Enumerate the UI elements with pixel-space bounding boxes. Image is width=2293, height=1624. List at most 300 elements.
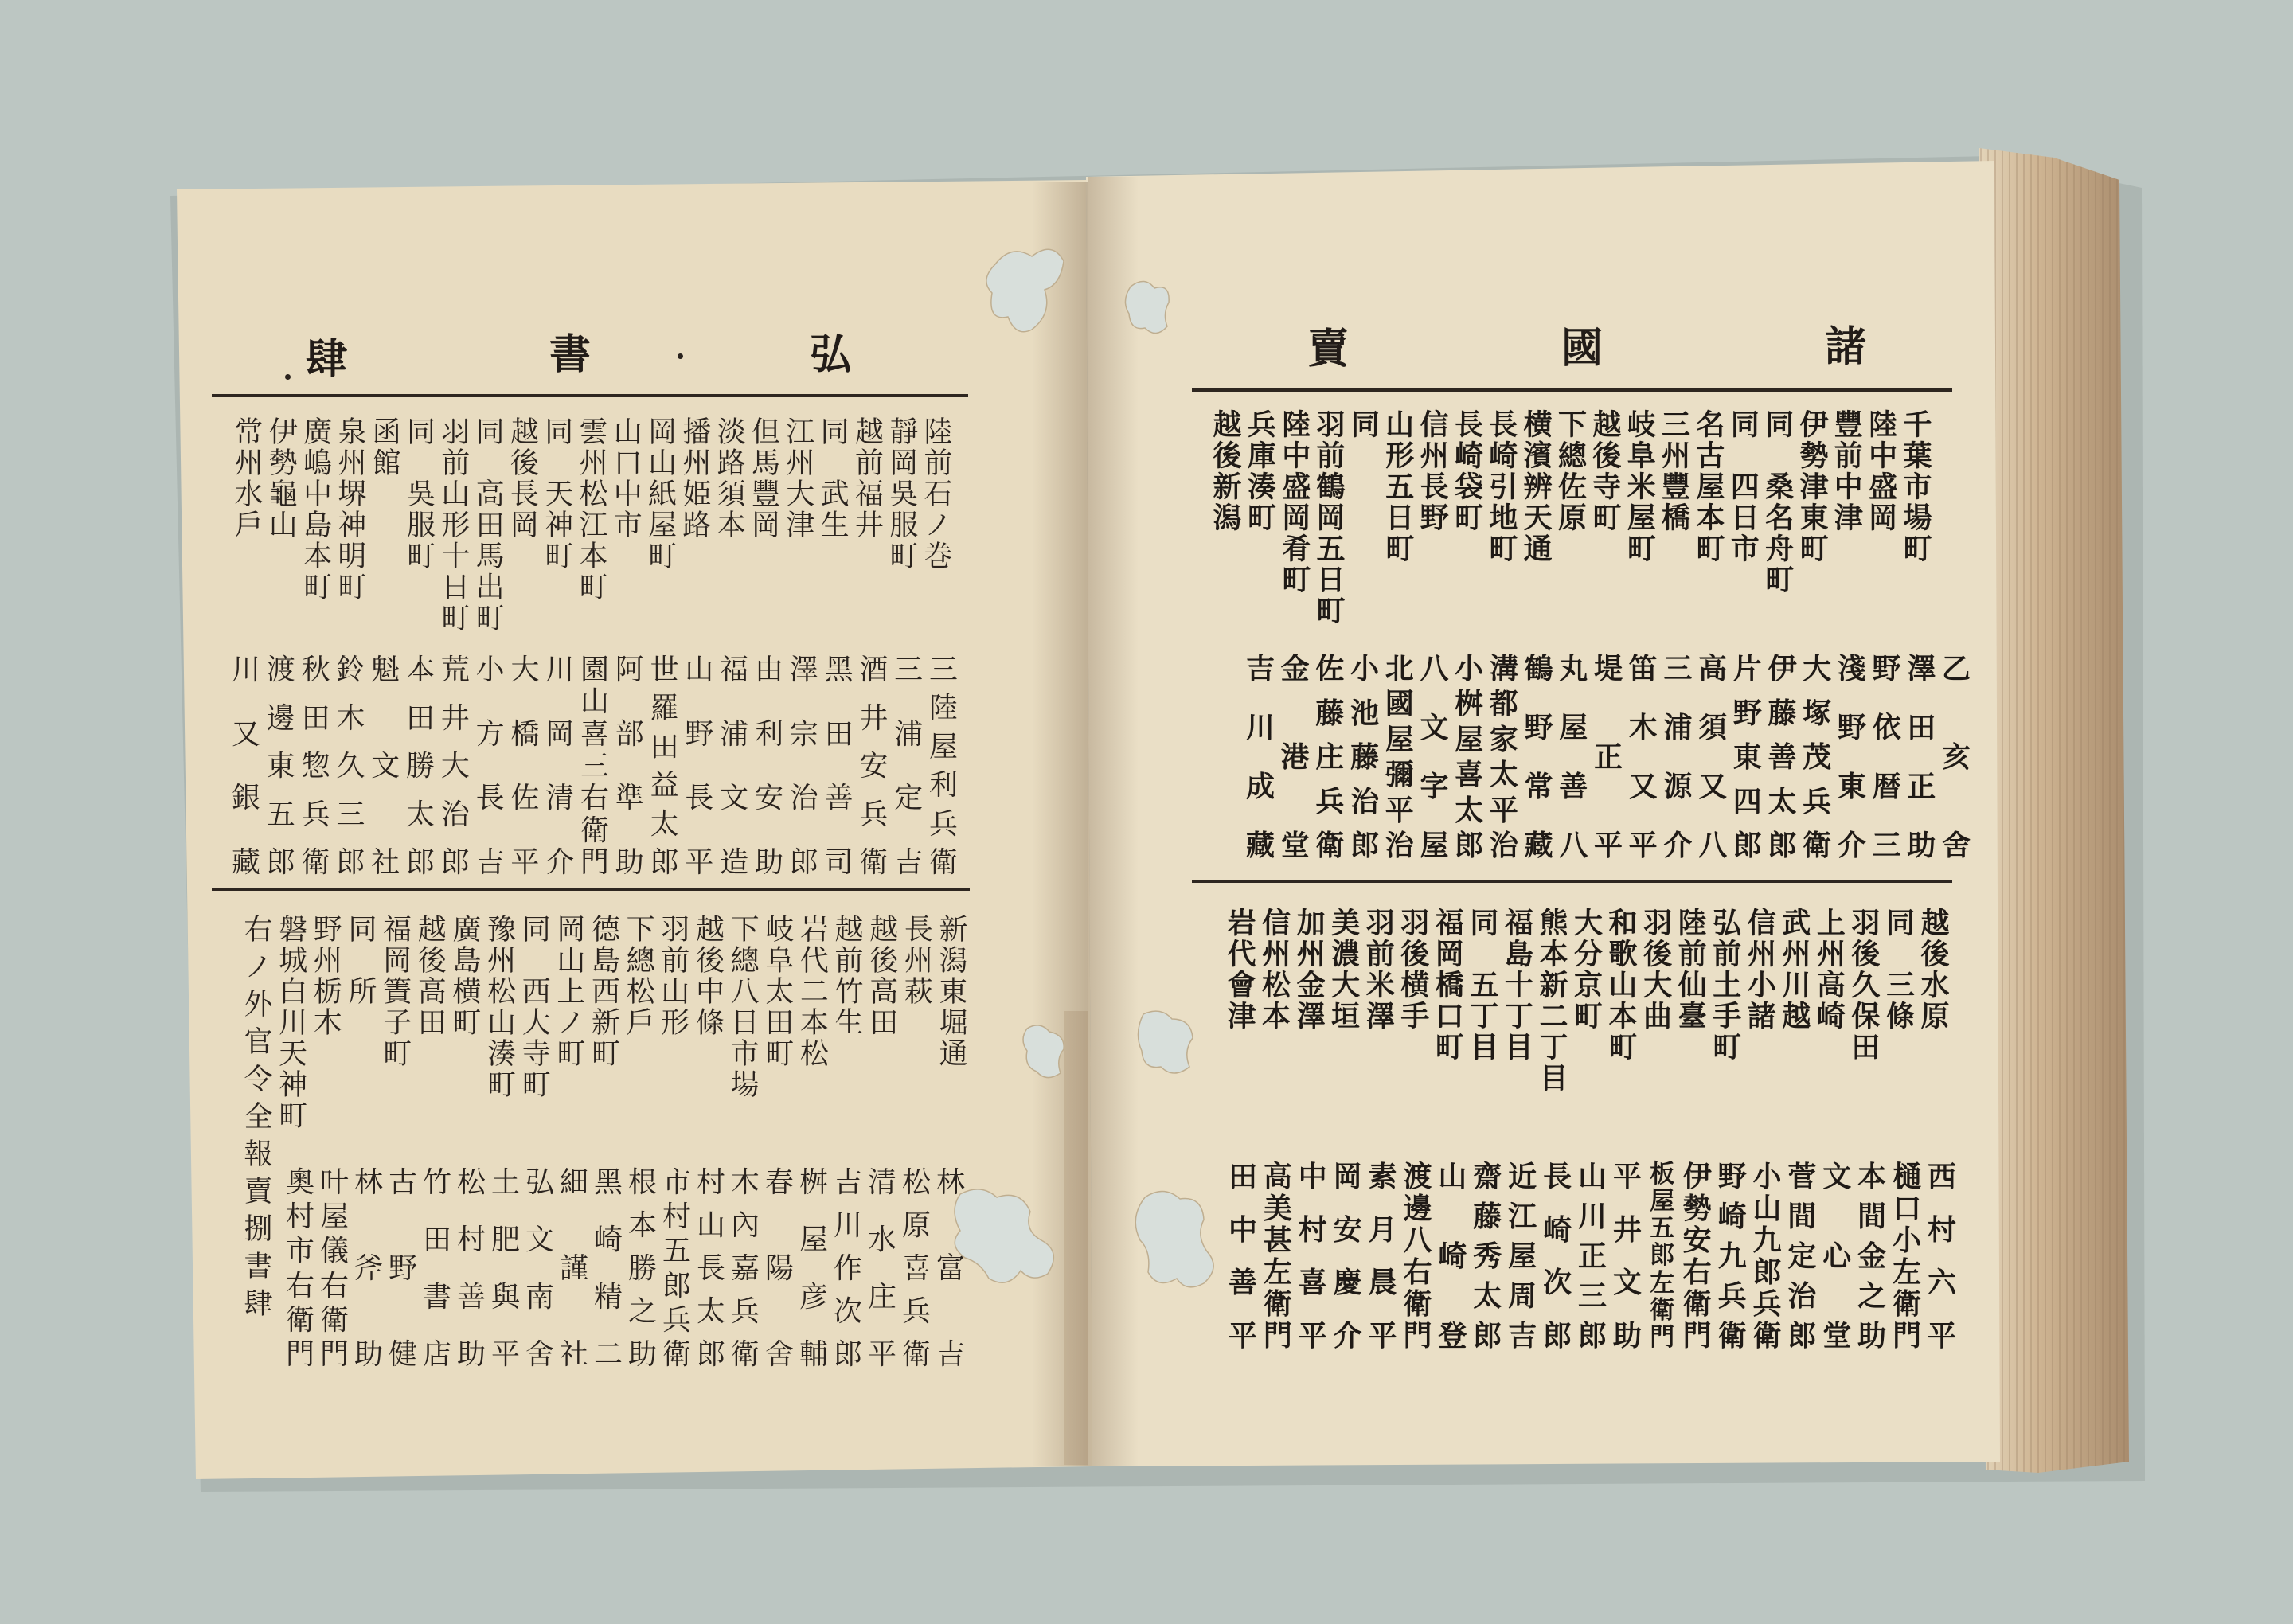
place-entry: 羽後横手 — [1396, 908, 1430, 1032]
name-char: 助 — [754, 845, 783, 879]
bookseller-name — [1786, 1160, 1818, 1353]
place-entry: 雲州松江本町 — [575, 416, 607, 603]
place-entry: 越後水原 — [1916, 908, 1950, 1032]
name-char: 安 — [754, 782, 783, 815]
name-char: 小 — [1752, 1160, 1782, 1193]
name-char: 助 — [1907, 829, 1936, 862]
name-char: 屋 — [1559, 711, 1588, 744]
bookseller-name — [1367, 1160, 1399, 1353]
name-char: 衛 — [1893, 1287, 1922, 1321]
name-char: 太 — [1473, 1279, 1502, 1313]
name-char: 郎 — [789, 845, 818, 879]
name-char: 暦 — [1872, 770, 1901, 803]
name-char: 平 — [490, 1338, 520, 1371]
bookseller-name — [1557, 654, 1589, 860]
name-char: 治 — [1787, 1279, 1817, 1313]
name-char: 小 — [1893, 1224, 1922, 1257]
bookseller-name — [592, 1166, 624, 1371]
name-char: 東 — [266, 750, 295, 783]
name-char: 南 — [525, 1281, 554, 1314]
name-char: 助 — [627, 1338, 657, 1371]
name-char: 郎 — [405, 846, 435, 879]
bookseller-name — [1576, 1160, 1608, 1353]
name-char: 木 — [1628, 711, 1658, 744]
name-char: 喜 — [1455, 758, 1484, 792]
name-char: 弘 — [525, 1166, 554, 1199]
name-char: 次 — [833, 1295, 862, 1328]
name-char: 岡 — [1333, 1160, 1362, 1193]
name-char: 東 — [1732, 740, 1762, 774]
name-char: 中 — [1298, 1160, 1327, 1193]
name-char: 八 — [1559, 829, 1588, 862]
name-char: 溝 — [1489, 652, 1518, 685]
name-char: 左 — [1893, 1255, 1922, 1289]
name-char: 善 — [1768, 740, 1797, 774]
name-char: 園 — [580, 654, 609, 686]
place-entry: 同 所 — [343, 914, 377, 1007]
name-char: 介 — [1333, 1318, 1362, 1353]
name-char: 木 — [336, 701, 365, 735]
name-char: 藏 — [231, 845, 260, 879]
name-char: 衛 — [285, 1303, 314, 1337]
place-entry: 羽前山形十日町 — [436, 416, 470, 634]
bookseller-name — [404, 656, 436, 877]
name-char: 川 — [833, 1209, 862, 1242]
name-char: 輔 — [799, 1338, 828, 1371]
place-entry: 信州松本 — [1257, 908, 1291, 1032]
place-entry: 大分京町 — [1569, 908, 1604, 1032]
name-char: 古 — [388, 1166, 417, 1199]
name-char: 大 — [1803, 652, 1832, 685]
name-char: 益 — [650, 769, 679, 802]
name-char: 晨 — [1368, 1266, 1397, 1300]
name-char: 太 — [1489, 758, 1518, 792]
name-char: 屋 — [319, 1200, 349, 1234]
name-char: 衛 — [928, 845, 958, 879]
bookseller-name — [1662, 654, 1693, 860]
place-entry: 岡山上ノ町 — [552, 914, 585, 1069]
place-entry: 磐城白川天神町 — [274, 914, 307, 1131]
bookseller-name — [490, 1166, 521, 1371]
name-char: 平 — [1612, 1160, 1642, 1193]
name-char: 平 — [1628, 829, 1658, 862]
place-entry: 陸前石ノ巻 — [920, 416, 952, 572]
place-entry: 廣島横町 — [447, 914, 481, 1038]
name-char: 內 — [730, 1209, 760, 1242]
name-char: 左 — [1650, 1268, 1675, 1298]
name-char: 治 — [440, 798, 470, 831]
name-char: 三 — [580, 749, 609, 783]
place-entry: 福岡簀子町 — [378, 914, 412, 1069]
name-char: 崎 — [593, 1224, 623, 1256]
name-char: 斧 — [354, 1252, 383, 1285]
name-char: 安 — [1333, 1212, 1362, 1247]
name-char: 叶 — [319, 1166, 349, 1199]
name-char: 舍 — [764, 1338, 794, 1371]
name-char: 西 — [1927, 1160, 1956, 1193]
name-char: 喜 — [1298, 1266, 1327, 1300]
bookseller-name — [558, 1166, 590, 1371]
name-char: 江 — [1508, 1200, 1537, 1233]
name-char: 笛 — [1628, 652, 1658, 685]
name-char: 八 — [1403, 1224, 1432, 1257]
name-char: 造 — [720, 845, 749, 879]
bookseller-name — [544, 656, 576, 877]
name-char: 郎 — [1787, 1319, 1817, 1353]
name-char: 正 — [1577, 1239, 1607, 1273]
name-char: 近 — [1508, 1160, 1537, 1193]
name-char: 郎 — [1473, 1319, 1502, 1353]
name-char: 屋 — [1385, 722, 1414, 756]
name-char: 三 — [1663, 652, 1693, 685]
name-char: 崎 — [1438, 1239, 1467, 1273]
place-entry: 播州姫路 — [678, 416, 711, 541]
name-char: 佐 — [1315, 652, 1345, 685]
name-char: 堂 — [1280, 829, 1310, 862]
name-char: 平 — [685, 845, 714, 879]
name-char: 三 — [928, 654, 958, 686]
name-char: 勝 — [627, 1252, 657, 1285]
name-char: 長 — [685, 782, 714, 815]
place-entry: 下總松戶 — [622, 914, 655, 1038]
name-char: 右 — [285, 1269, 314, 1302]
name-char: 字 — [1420, 770, 1449, 803]
name-char: 治 — [1489, 828, 1518, 862]
name-char: 郎 — [1768, 829, 1797, 862]
name-char: 衛 — [301, 846, 330, 879]
bookseller-name — [893, 656, 924, 877]
place-entry: 信州小諸 — [1743, 908, 1777, 1032]
bookseller-name — [265, 656, 297, 877]
name-char: 堤 — [1593, 652, 1623, 685]
name-char: 衛 — [730, 1338, 760, 1371]
name-char: 衛 — [1752, 1319, 1782, 1353]
name-char: 肥 — [490, 1224, 520, 1256]
name-char: 方 — [475, 717, 505, 751]
name-char: 魁 — [371, 654, 400, 686]
name-char: 屋 — [1508, 1239, 1537, 1273]
name-char: 六 — [1927, 1266, 1956, 1300]
place-entry: 越後中條 — [691, 914, 725, 1038]
name-char: 邊 — [1403, 1192, 1432, 1225]
name-char: 吉 — [1245, 652, 1275, 685]
bookseller-name — [455, 1166, 487, 1371]
name-char: 吉 — [475, 845, 505, 879]
place-entry: 越前福井 — [850, 416, 884, 541]
place-entry: 同 高田馬出町 — [471, 416, 505, 634]
place-entry: 常州水戶 — [230, 416, 263, 541]
place-entry: 伊勢津東町 — [1795, 409, 1829, 564]
header-char: 弘 — [809, 330, 851, 379]
name-char: 兵 — [901, 1295, 931, 1328]
name-char: 郎 — [1650, 1241, 1675, 1271]
name-char: 慶 — [1333, 1266, 1362, 1300]
place-entry: 加州金澤 — [1292, 908, 1326, 1032]
name-char: 三 — [1872, 829, 1901, 862]
bookseller-name — [1940, 654, 1972, 860]
name-char: 桝 — [1455, 687, 1484, 721]
name-char: 田 — [824, 717, 854, 751]
name-char: 崎 — [1717, 1200, 1747, 1233]
bookseller-name — [695, 1166, 727, 1371]
bookseller-name — [1453, 654, 1485, 860]
name-char: 助 — [615, 845, 644, 879]
bookseller-name — [614, 656, 646, 877]
place-entry: 美濃大垣 — [1326, 908, 1361, 1032]
name-char: 渡 — [266, 654, 295, 686]
place-entry: 福岡橋口町 — [1431, 908, 1465, 1063]
name-char: 村 — [696, 1166, 725, 1199]
name-char: 高 — [1263, 1160, 1292, 1193]
name-char: 郎 — [266, 846, 295, 879]
name-char: 太 — [696, 1295, 725, 1328]
bookseller-name — [900, 1166, 932, 1371]
place-entry: 廣嶋中島本町 — [299, 416, 332, 603]
name-char: 郎 — [1543, 1318, 1572, 1353]
place-entry: 越後長岡 — [506, 416, 539, 541]
name-char: 松 — [456, 1166, 486, 1199]
bookseller-name — [1871, 654, 1903, 860]
name-char: 市 — [285, 1235, 314, 1268]
name-char: 金 — [1280, 652, 1310, 685]
name-char: 謹 — [559, 1252, 588, 1285]
bookseller-name — [1488, 654, 1520, 860]
place-entry: 陸中盛岡肴町 — [1277, 409, 1311, 595]
bookseller-name — [1262, 1160, 1294, 1353]
name-char: 五 — [662, 1235, 691, 1268]
name-char: 國 — [1385, 687, 1414, 721]
name-char: 平 — [1228, 1318, 1257, 1353]
name-char: 九 — [1717, 1239, 1747, 1273]
place-entry: 同 吳服町 — [402, 416, 436, 572]
name-char: 陽 — [764, 1252, 794, 1285]
name-char: 須 — [1698, 711, 1728, 744]
bookseller-name — [334, 656, 366, 877]
name-char: 春 — [764, 1166, 794, 1199]
bookseller-name — [230, 656, 262, 877]
name-char: 奧 — [285, 1166, 314, 1199]
bookseller-name — [1752, 1160, 1783, 1353]
name-char: 準 — [615, 782, 644, 815]
name-char: 市 — [662, 1166, 691, 1199]
name-char: 郎 — [662, 1269, 691, 1302]
place-entry: 長州萩 — [900, 914, 933, 1007]
name-char: 利 — [754, 717, 783, 751]
name-char: 山 — [1577, 1160, 1607, 1193]
name-char: 屋 — [928, 730, 958, 763]
name-char: 與 — [490, 1281, 520, 1314]
name-char: 助 — [1857, 1319, 1887, 1353]
name-char: 野 — [1872, 652, 1901, 685]
name-char: 門 — [285, 1337, 314, 1371]
bookseller-name — [798, 1166, 830, 1371]
name-char: 山 — [685, 654, 714, 686]
name-char: 五 — [1650, 1214, 1675, 1243]
name-char: 太 — [1768, 784, 1797, 818]
place-entry: 陸中盛岡 — [1864, 409, 1898, 533]
name-char: 素 — [1368, 1160, 1397, 1193]
name-char: 文 — [371, 750, 400, 783]
place-entry: 名古屋本町 — [1691, 409, 1725, 564]
name-char: 介 — [545, 845, 575, 879]
name-char: 四 — [1732, 784, 1762, 818]
bookseller-name — [1926, 1160, 1958, 1353]
name-char: 文 — [1420, 711, 1449, 744]
name-char: 成 — [1245, 770, 1275, 803]
name-char: 井 — [859, 701, 889, 735]
name-char: 衛 — [1650, 1295, 1675, 1325]
name-char: 介 — [1837, 829, 1866, 862]
place-entry: 三州豐橋 — [1657, 409, 1691, 533]
name-char: 村 — [662, 1200, 691, 1234]
bookseller-name — [1471, 1160, 1503, 1353]
bookseller-name — [1717, 1160, 1748, 1353]
place-entry: 右ノ外官令全報賣捌書肆 — [240, 914, 272, 1325]
name-char: 二 — [593, 1338, 623, 1371]
name-char: 治 — [1385, 828, 1414, 862]
place-entry: 野州栃木 — [309, 914, 342, 1038]
name-char: 田 — [1907, 711, 1936, 744]
name-char: 郎 — [336, 846, 365, 879]
name-char: 三 — [1577, 1279, 1607, 1313]
place-entry: 武州川越 — [1777, 908, 1811, 1032]
name-char: 富 — [936, 1252, 965, 1285]
name-char: 司 — [824, 845, 854, 879]
name-char: 平 — [1385, 793, 1414, 827]
name-char: 作 — [833, 1252, 862, 1285]
place-entry: 同 五丁目 — [1465, 908, 1499, 1063]
name-char: 助 — [456, 1338, 486, 1371]
name-char: 井 — [1612, 1212, 1642, 1247]
bookseller-name — [300, 656, 332, 877]
name-char: 岡 — [545, 717, 575, 751]
bookseller-name — [353, 1166, 385, 1371]
name-char: 衛 — [1263, 1287, 1292, 1321]
name-char: 塚 — [1803, 696, 1832, 730]
name-char: 五 — [266, 798, 295, 831]
name-char: 山 — [696, 1209, 725, 1242]
name-char: 舍 — [525, 1338, 554, 1371]
place-entry: 岡山紙屋町 — [643, 416, 677, 572]
bookseller-name — [649, 656, 681, 877]
name-char: 野 — [1837, 711, 1866, 744]
name-char: 八 — [1698, 829, 1728, 862]
place-entry: 羽前米澤 — [1361, 908, 1396, 1032]
name-char: 林 — [354, 1166, 383, 1199]
place-entry: 信州長野 — [1416, 409, 1450, 533]
place-entry: 下總佐原 — [1553, 409, 1588, 533]
name-char: 右 — [580, 782, 609, 815]
name-char: 藤 — [1768, 696, 1797, 730]
place-entry: 弘前土手町 — [1708, 908, 1742, 1063]
name-char: 介 — [1663, 829, 1693, 862]
name-char: 勢 — [1682, 1192, 1712, 1225]
place-entry: 千葉市場町 — [1899, 409, 1932, 564]
name-char: 太 — [1455, 793, 1484, 827]
place-entry: 横濱辨天通 — [1519, 409, 1553, 564]
place-entry: 新潟東堀通 — [935, 914, 967, 1069]
place-entry: 羽前鶴岡五日町 — [1312, 409, 1346, 627]
place-entry: 兵庫湊町 — [1243, 409, 1277, 533]
name-char: 山 — [1438, 1160, 1467, 1193]
name-char: 郎 — [1455, 828, 1484, 862]
bookseller-name — [857, 656, 889, 877]
place-entry: 淡路須本 — [713, 416, 746, 541]
right-top-rule — [1192, 388, 1952, 392]
name-char: 黑 — [824, 654, 854, 686]
bookseller-name — [1332, 1160, 1364, 1353]
place-entry: 岐阜太田町 — [760, 914, 794, 1069]
name-char: 利 — [928, 769, 958, 802]
name-char: 小 — [1350, 652, 1380, 685]
place-entry: 羽後大曲 — [1639, 908, 1673, 1032]
name-char: 村 — [285, 1200, 314, 1234]
name-char: 次 — [1543, 1266, 1572, 1300]
name-char: 港 — [1280, 740, 1310, 774]
bookseller-name — [1436, 1160, 1468, 1353]
name-char: 衛 — [319, 1303, 349, 1337]
name-char: 本 — [405, 654, 435, 686]
name-char: 川 — [1577, 1200, 1607, 1233]
name-char: 兵 — [1315, 784, 1345, 818]
name-char: 水 — [867, 1224, 896, 1256]
name-char: 亥 — [1941, 740, 1971, 774]
name-char: 吉 — [1508, 1319, 1537, 1353]
name-char: 門 — [1893, 1319, 1922, 1353]
name-char: 正 — [1593, 740, 1623, 774]
name-char: 齋 — [1473, 1160, 1502, 1193]
bookseller-name — [1523, 654, 1555, 860]
name-char: 土 — [490, 1166, 520, 1199]
name-char: 池 — [1350, 696, 1380, 730]
bookseller-name — [683, 656, 715, 877]
left-top-rule — [212, 394, 968, 397]
place-entry: 羽前山形 — [656, 914, 689, 1038]
name-char: 淺 — [1837, 652, 1866, 685]
bookseller-name — [1592, 654, 1624, 860]
name-char: 健 — [388, 1338, 417, 1371]
name-char: 助 — [1612, 1318, 1642, 1353]
name-char: 郎 — [1577, 1319, 1607, 1353]
name-char: 書 — [422, 1281, 451, 1314]
bookseller-name — [1891, 1160, 1923, 1353]
bookseller-name — [509, 656, 541, 877]
name-char: 門 — [1263, 1319, 1292, 1353]
header-char: 諸 — [1824, 322, 1866, 371]
name-char: 伊 — [1682, 1160, 1712, 1193]
name-char: 橋 — [510, 717, 540, 751]
name-char: 助 — [354, 1338, 383, 1371]
name-char: 右 — [1403, 1255, 1432, 1289]
name-char: 荒 — [440, 654, 470, 686]
spine-stain — [1064, 1011, 1088, 1465]
place-entry: 山形五日町 — [1381, 409, 1415, 564]
header-dot — [285, 374, 291, 380]
bookseller-name — [753, 656, 785, 877]
name-char: 郎 — [696, 1338, 725, 1371]
name-char: 門 — [580, 845, 609, 879]
name-char: 庄 — [1315, 740, 1345, 774]
name-char: 平 — [1927, 1318, 1956, 1353]
name-char: 甚 — [1263, 1224, 1292, 1257]
name-char: 左 — [1263, 1255, 1292, 1289]
name-char: 衛 — [662, 1337, 691, 1371]
name-char: 定 — [894, 782, 924, 815]
name-char: 屋 — [799, 1224, 828, 1256]
place-entry: 同 天神町 — [540, 416, 573, 572]
name-char: 又 — [1628, 770, 1658, 803]
name-char: 丸 — [1559, 652, 1588, 685]
